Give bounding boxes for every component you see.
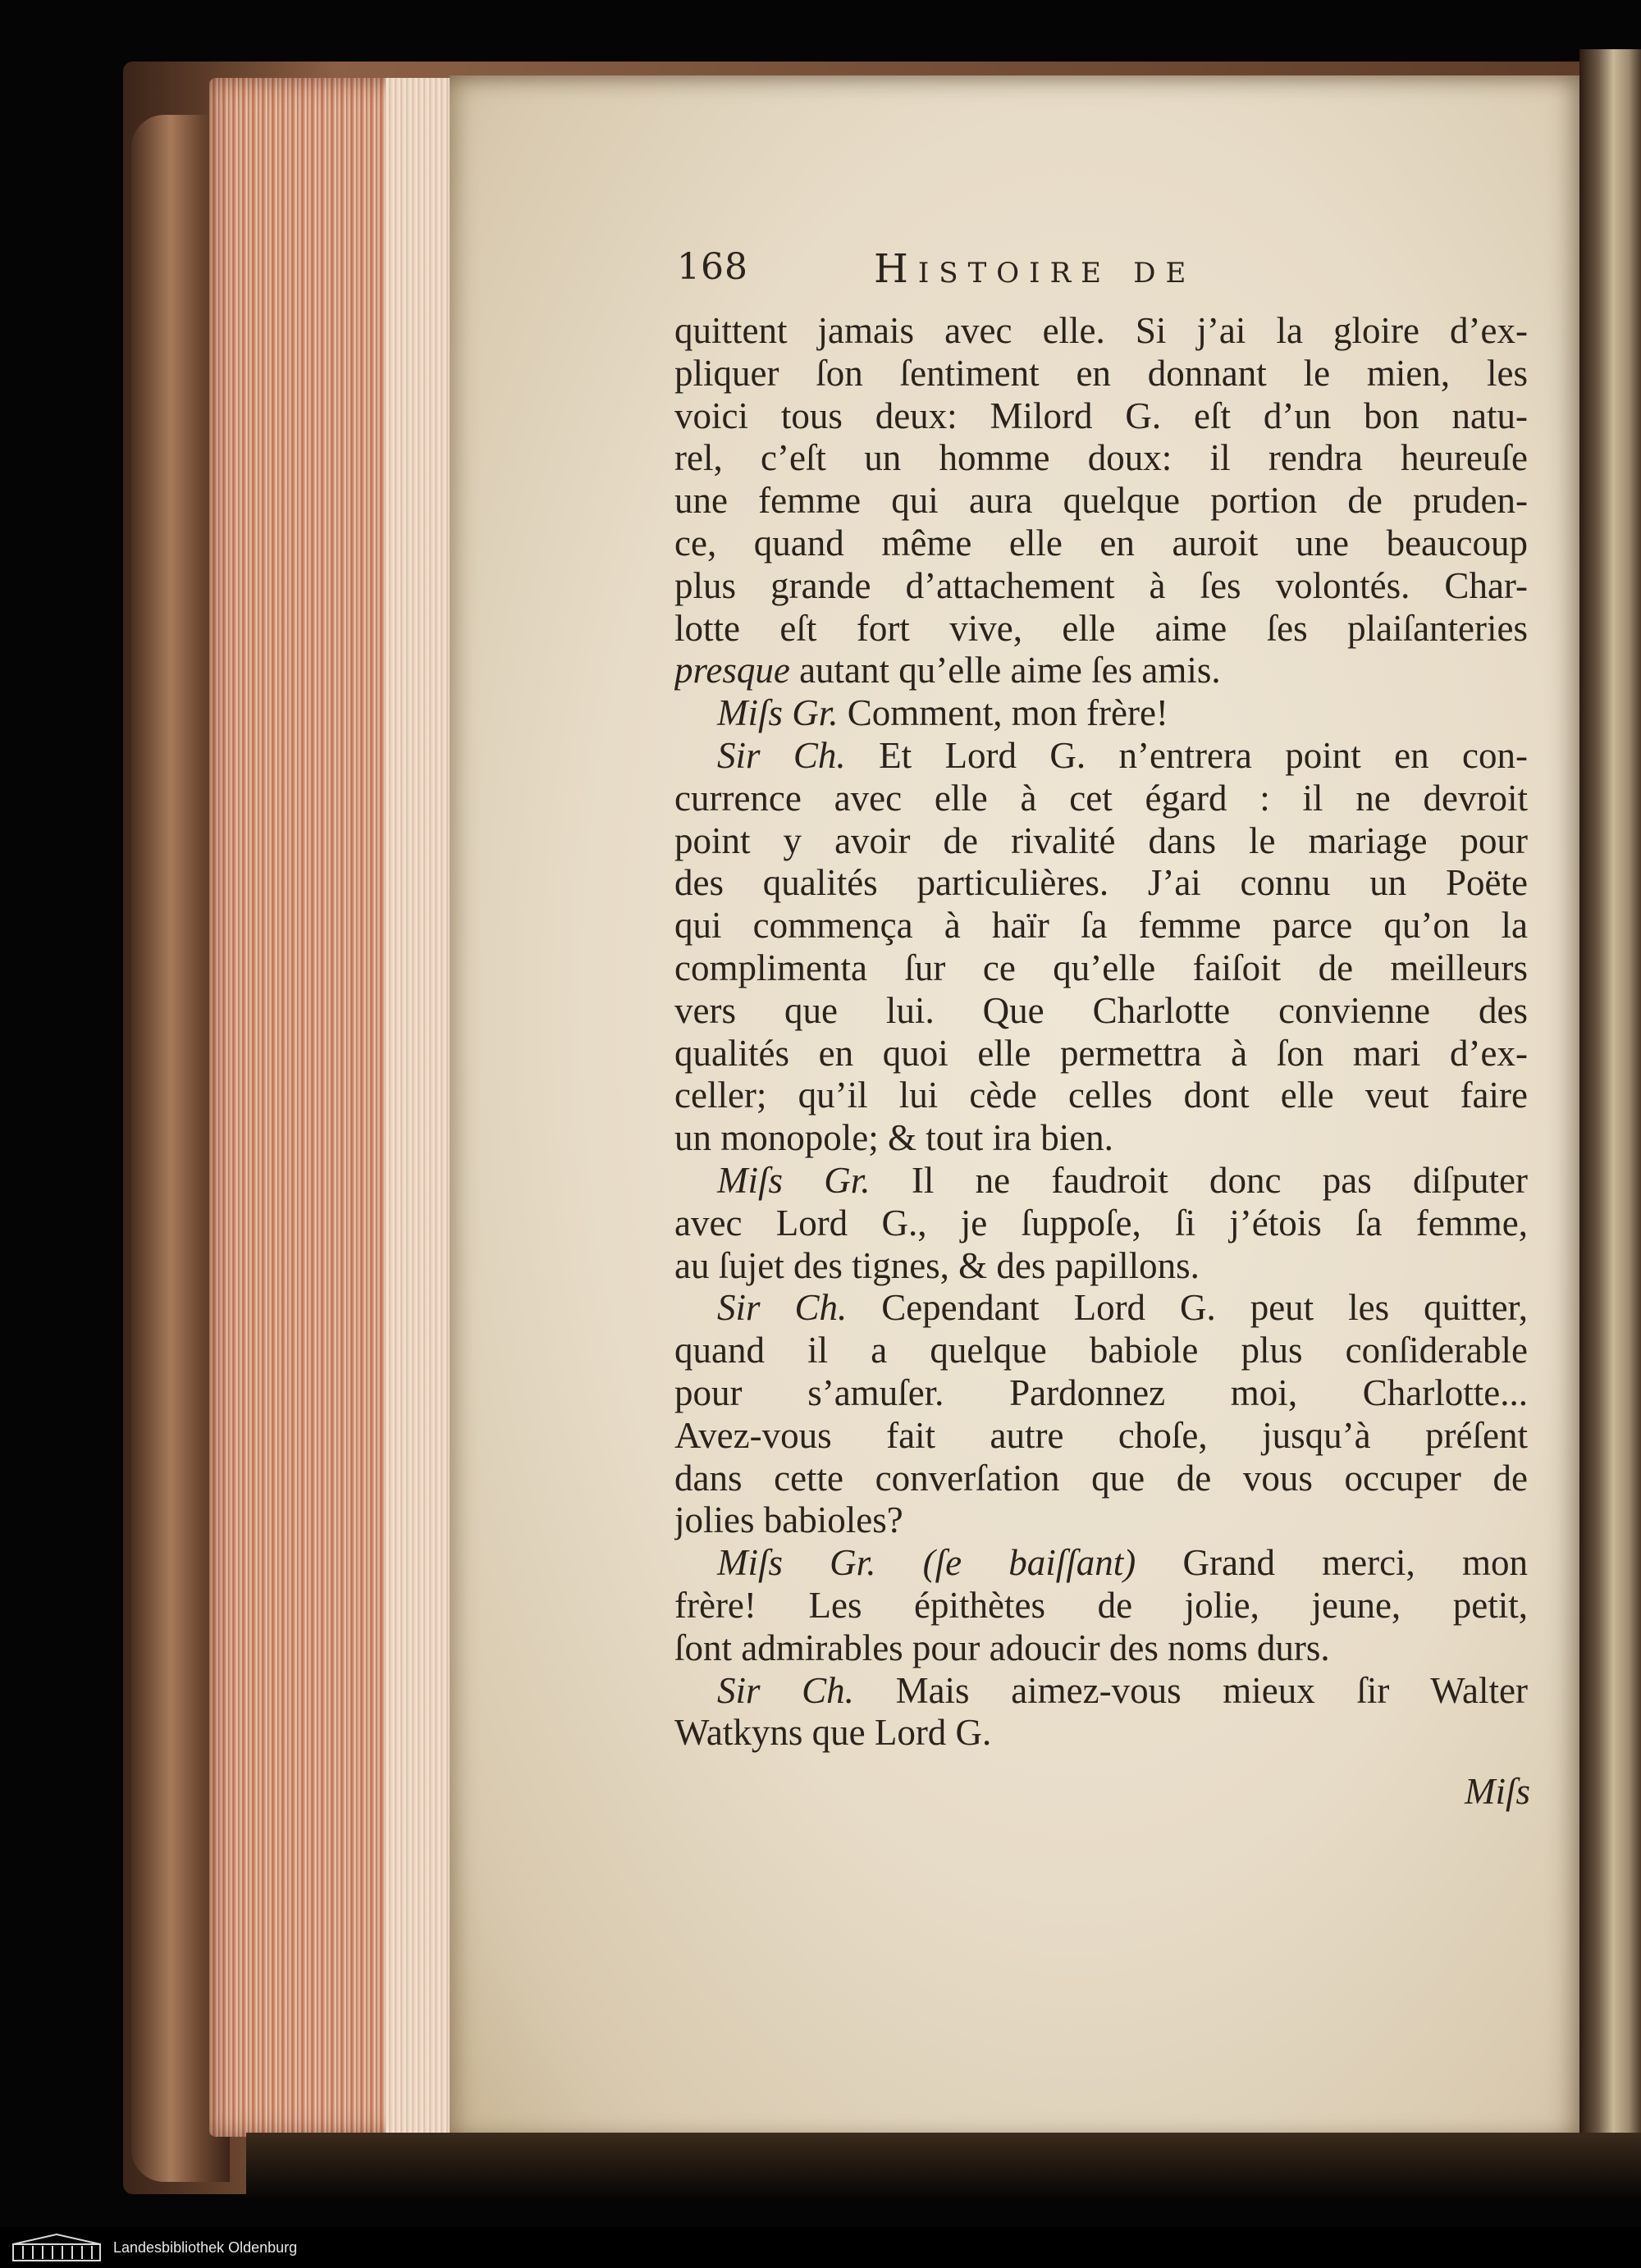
text-line: quittent jamais avec elle. Si j’ai la gloire d’ex-	[674, 310, 1528, 351]
dialogue-line	[674, 1542, 1528, 1585]
dialogue-line	[674, 692, 1528, 735]
page-edges-inner	[386, 78, 459, 2137]
text-line: Watkyns que Lord G.	[674, 1712, 992, 1754]
text-line: dans cette converſation que de vous occuper de	[674, 1457, 1528, 1499]
text-line: avec Lord G., je ſuppoſe, ſi j’étois ſa femme,	[674, 1202, 1528, 1244]
dialogue-line	[674, 735, 1528, 778]
header-title: Histoire de	[874, 246, 1196, 292]
text-line: une femme qui aura quelque portion de pruden-	[674, 480, 1528, 522]
speech-text: Cependant Lord G. peut les quitter,	[881, 1287, 1528, 1329]
bottom-shadow	[246, 2133, 1641, 2198]
text-line: currence avec elle à cet égard : il ne devroit	[674, 777, 1528, 819]
speaker-label: Sir Ch.	[717, 1287, 848, 1329]
text-line: qui commença à haïr ſa femme parce qu’on la	[674, 905, 1528, 947]
text-line: jolies babioles?	[674, 1499, 903, 1541]
text-line: pour s’amuſer. Pardonnez moi, Charlotte...	[674, 1371, 1528, 1413]
text-line: vers que lui. Que Charlotte convienne des	[674, 989, 1528, 1031]
text-line: complimenta ſur ce qu’elle faiſoit de meilleurs	[674, 947, 1528, 988]
dialogue-line	[674, 1160, 1528, 1202]
text-line: lotte eſt fort vive, elle aime ſes plaiſanteries	[674, 607, 1528, 649]
speech-text: Comment, mon frère!	[847, 692, 1168, 734]
speech-text: Et Lord G. n’entrera point en con-	[879, 734, 1528, 776]
text-line: celler; qu’il lui cède celles dont elle veut faire	[674, 1075, 1528, 1116]
library-footer	[0, 2227, 1641, 2268]
text-line: des qualités particulières. J’ai connu un Poëte	[674, 862, 1528, 904]
dialogue-line	[674, 1670, 1528, 1713]
library-building-icon	[11, 2233, 102, 2262]
text-line: plus grande d’attachement à ſes volontés. Char-	[674, 564, 1528, 606]
text-line	[674, 650, 1528, 692]
running-head	[677, 246, 1530, 292]
text-line: rel, c’eſt un homme doux: il rendra heureuſe	[674, 437, 1528, 479]
text-line: frère! Les épithètes de jolie, jeune, petit,	[674, 1584, 1528, 1626]
dialogue-line	[674, 1287, 1528, 1330]
text-line: ce, quand même elle en auroit une beaucoup	[674, 522, 1528, 564]
text-line: quand il a quelque babiole plus conſiderable	[674, 1330, 1528, 1371]
speech-text: Il ne faudroit donc pas diſputer	[911, 1159, 1528, 1201]
page-number: 168	[677, 246, 748, 288]
body-text	[674, 310, 1528, 1755]
text-line: ſont admirables pour adoucir des noms durs.	[674, 1627, 1330, 1668]
library-name: Landesbibliothek Oldenburg	[113, 2238, 298, 2256]
speaker-label: Miſs Gr.	[717, 1542, 876, 1584]
speaker-label: Sir Ch.	[717, 1669, 854, 1711]
text-line: un monopole; & tout ira bien.	[674, 1117, 1113, 1159]
speech-text: Mais aimez-vous mieux ſir Walter	[895, 1669, 1528, 1711]
speech-text: Grand merci, mon	[1182, 1542, 1528, 1584]
catchword: Miſs	[1464, 1771, 1530, 1812]
stage-direction: (ſe baiſſant)	[922, 1542, 1136, 1584]
text-line: Avez-vous fait autre choſe, jusqu’à préſent	[674, 1414, 1528, 1456]
text-line: au ſujet des tignes, & des papillons.	[674, 1244, 1200, 1286]
text-line: voici tous deux: Milord G. eſt d’un bon natu-	[674, 395, 1528, 436]
text-line: pliquer ſon ſentiment en donnant le mien, les	[674, 352, 1528, 394]
speaker-label: Sir Ch.	[717, 734, 846, 776]
line-rest: autant qu’elle aime ſes amis.	[789, 650, 1221, 691]
emphasis-word: presque	[674, 650, 790, 691]
text-line: point y avoir de rivalité dans le mariage pour	[674, 819, 1528, 861]
text-line: qualités en quoi elle permettra à ſon mari d’ex-	[674, 1032, 1528, 1074]
book-gutter	[1579, 49, 1641, 2182]
speaker-label: Miſs Gr.	[717, 1159, 871, 1201]
speaker-label: Miſs Gr.	[717, 692, 839, 734]
